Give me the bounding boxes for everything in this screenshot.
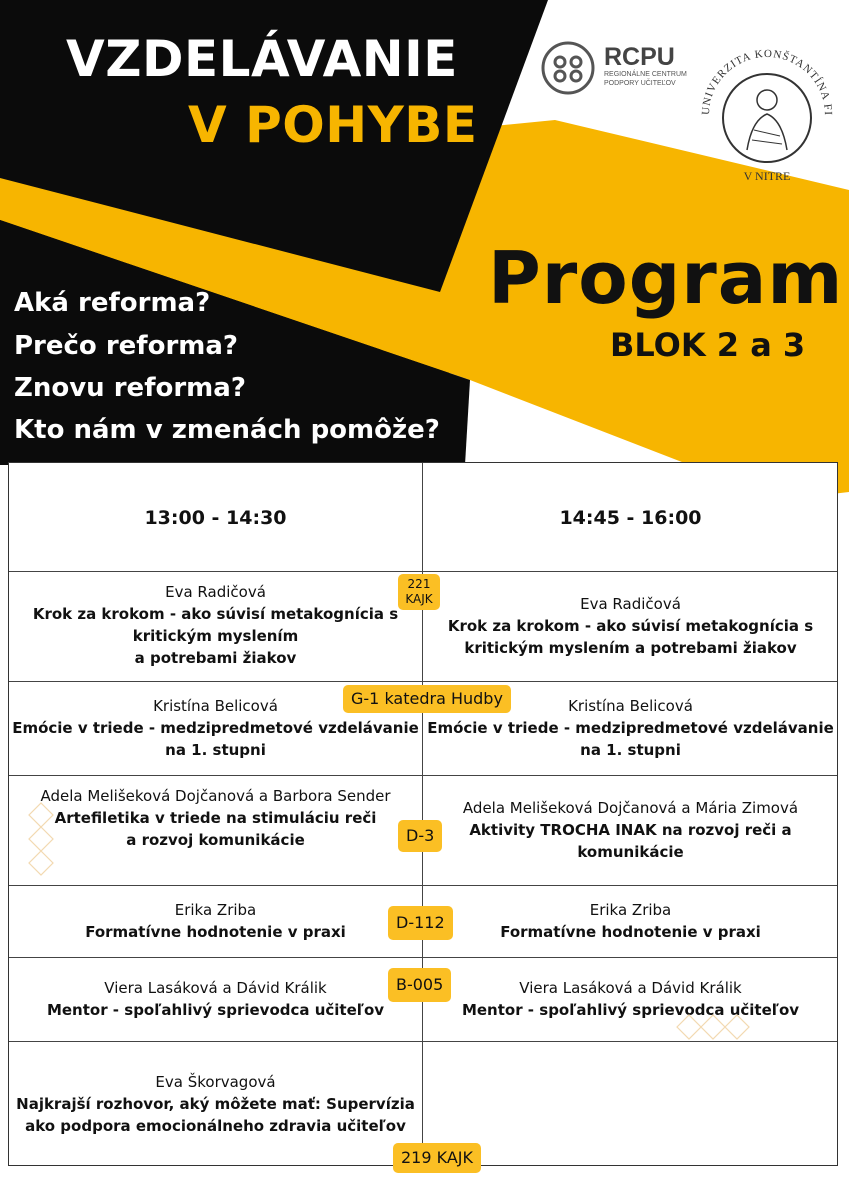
session-cell xyxy=(422,977,839,1021)
speaker-name: Erika Zriba xyxy=(174,901,257,919)
question-1: Aká reforma? xyxy=(14,288,211,318)
session-title: na 1. stupni xyxy=(580,741,681,759)
session-title: Krok za krokom - ako súvisí metakognícia s xyxy=(447,617,814,635)
speaker-name: Eva Radičová xyxy=(580,595,681,613)
rcpu-subtitle-1: REGIONÁLNE CENTRUM xyxy=(604,71,687,78)
session-title: Krok za krokom - ako súvisí metakognícia s xyxy=(32,605,399,623)
room-badge xyxy=(398,574,440,610)
speaker-name: Adela Melišeková Dojčanová a Mária Zimová xyxy=(462,799,799,817)
question-3: Znovu reforma? xyxy=(14,373,246,403)
time-slot-2: 14:45 - 16:00 xyxy=(559,507,702,529)
row-divider xyxy=(9,775,837,776)
speaker-name: Viera Lasáková a Dávid Králik xyxy=(519,979,742,997)
row-divider xyxy=(9,957,837,958)
session-title: Mentor - spoľahlivý sprievodca učiteľov xyxy=(46,1001,385,1019)
row-divider xyxy=(9,681,837,682)
question-4: Kto nám v zmenách pomôže? xyxy=(14,415,440,445)
speaker-name: Kristína Belicová xyxy=(153,697,278,715)
session-title: Mentor - spoľahlivý sprievodca učiteľov xyxy=(461,1001,800,1019)
room-number: 221 xyxy=(407,577,431,591)
row-divider xyxy=(9,571,837,572)
session-cell xyxy=(9,899,422,943)
session-title: a rozvoj komunikácie xyxy=(126,831,305,849)
diamond-pattern-icon xyxy=(675,1013,775,1041)
session-title: kritickým myslením xyxy=(132,627,299,645)
row-divider xyxy=(9,885,837,886)
session-cell xyxy=(9,977,422,1021)
svg-text:UNIVERZITA KONŠTANTÍNA FILOZOF xyxy=(692,40,834,116)
session-title: Formatívne hodnotenie v praxi xyxy=(85,923,346,941)
question-2: Prečo reforma? xyxy=(14,331,239,361)
session-title: Formatívne hodnotenie v praxi xyxy=(500,923,761,941)
room-badge: D-3 xyxy=(398,820,442,852)
session-title: Aktivity TROCHA INAK na rozvoj reči a xyxy=(469,821,792,839)
rcpu-emblem-icon xyxy=(540,40,596,96)
session-title: komunikácie xyxy=(577,843,684,861)
session-title: na 1. stupni xyxy=(165,741,266,759)
session-title: a potrebami žiakov xyxy=(134,649,297,667)
session-cell xyxy=(422,899,839,943)
session-title: Emócie v triede - medzipredmetové vzdelávanie xyxy=(427,719,834,737)
time-slot-1: 13:00 - 14:30 xyxy=(144,507,287,529)
university-seal-logo xyxy=(692,40,842,190)
session-cell xyxy=(9,1071,422,1137)
session-title: Artefiletika v triede na stimuláciu reči xyxy=(54,809,377,827)
speaker-name: Erika Zriba xyxy=(589,901,672,919)
row-divider xyxy=(9,1041,837,1042)
speaker-name: Adela Melišeková Dojčanová a Barbora Sender xyxy=(40,787,391,805)
room-building: KAJK xyxy=(405,592,433,606)
rcpu-name: RCPU xyxy=(604,43,675,71)
speaker-name: Eva Radičová xyxy=(165,583,266,601)
speaker-name: Viera Lasáková a Dávid Králik xyxy=(104,979,327,997)
seal-text: UNIVERZITA KONŠTANTÍNA FI xyxy=(699,47,835,117)
speaker-name: Kristína Belicová xyxy=(568,697,693,715)
program-subtitle: BLOK 2 a 3 xyxy=(610,326,806,364)
schedule-table xyxy=(8,462,838,1166)
speaker-name: Eva Škorvagová xyxy=(155,1073,276,1091)
session-title: ako podpora emocionálneho zdravia učiteľov xyxy=(25,1117,406,1135)
session-cell xyxy=(422,797,839,863)
title-line-2: V POHYBE xyxy=(188,96,478,154)
room-badge: 219 KAJK xyxy=(393,1143,481,1173)
session-cell xyxy=(9,581,422,669)
session-cell xyxy=(422,593,839,659)
session-title: Najkrajší rozhovor, aký môžete mať: Supervízia xyxy=(16,1095,415,1113)
session-title: Emócie v triede - medzipredmetové vzdelávanie xyxy=(12,719,419,737)
session-title: kritickým myslením a potrebami žiakov xyxy=(464,639,797,657)
room-badge: B-005 xyxy=(388,968,451,1002)
svg-text:V NITRE: V NITRE xyxy=(743,169,791,183)
program-title: Program xyxy=(488,236,844,320)
room-badge: G-1 katedra Hudby xyxy=(343,685,511,713)
rcpu-subtitle-2: PODPORY UČITEĽOV xyxy=(604,80,676,87)
room-badge: D-112 xyxy=(388,906,453,940)
diamond-pattern-icon xyxy=(27,801,71,891)
title-line-1: VZDELÁVANIE xyxy=(66,30,458,88)
rcpu-logo xyxy=(540,40,690,96)
